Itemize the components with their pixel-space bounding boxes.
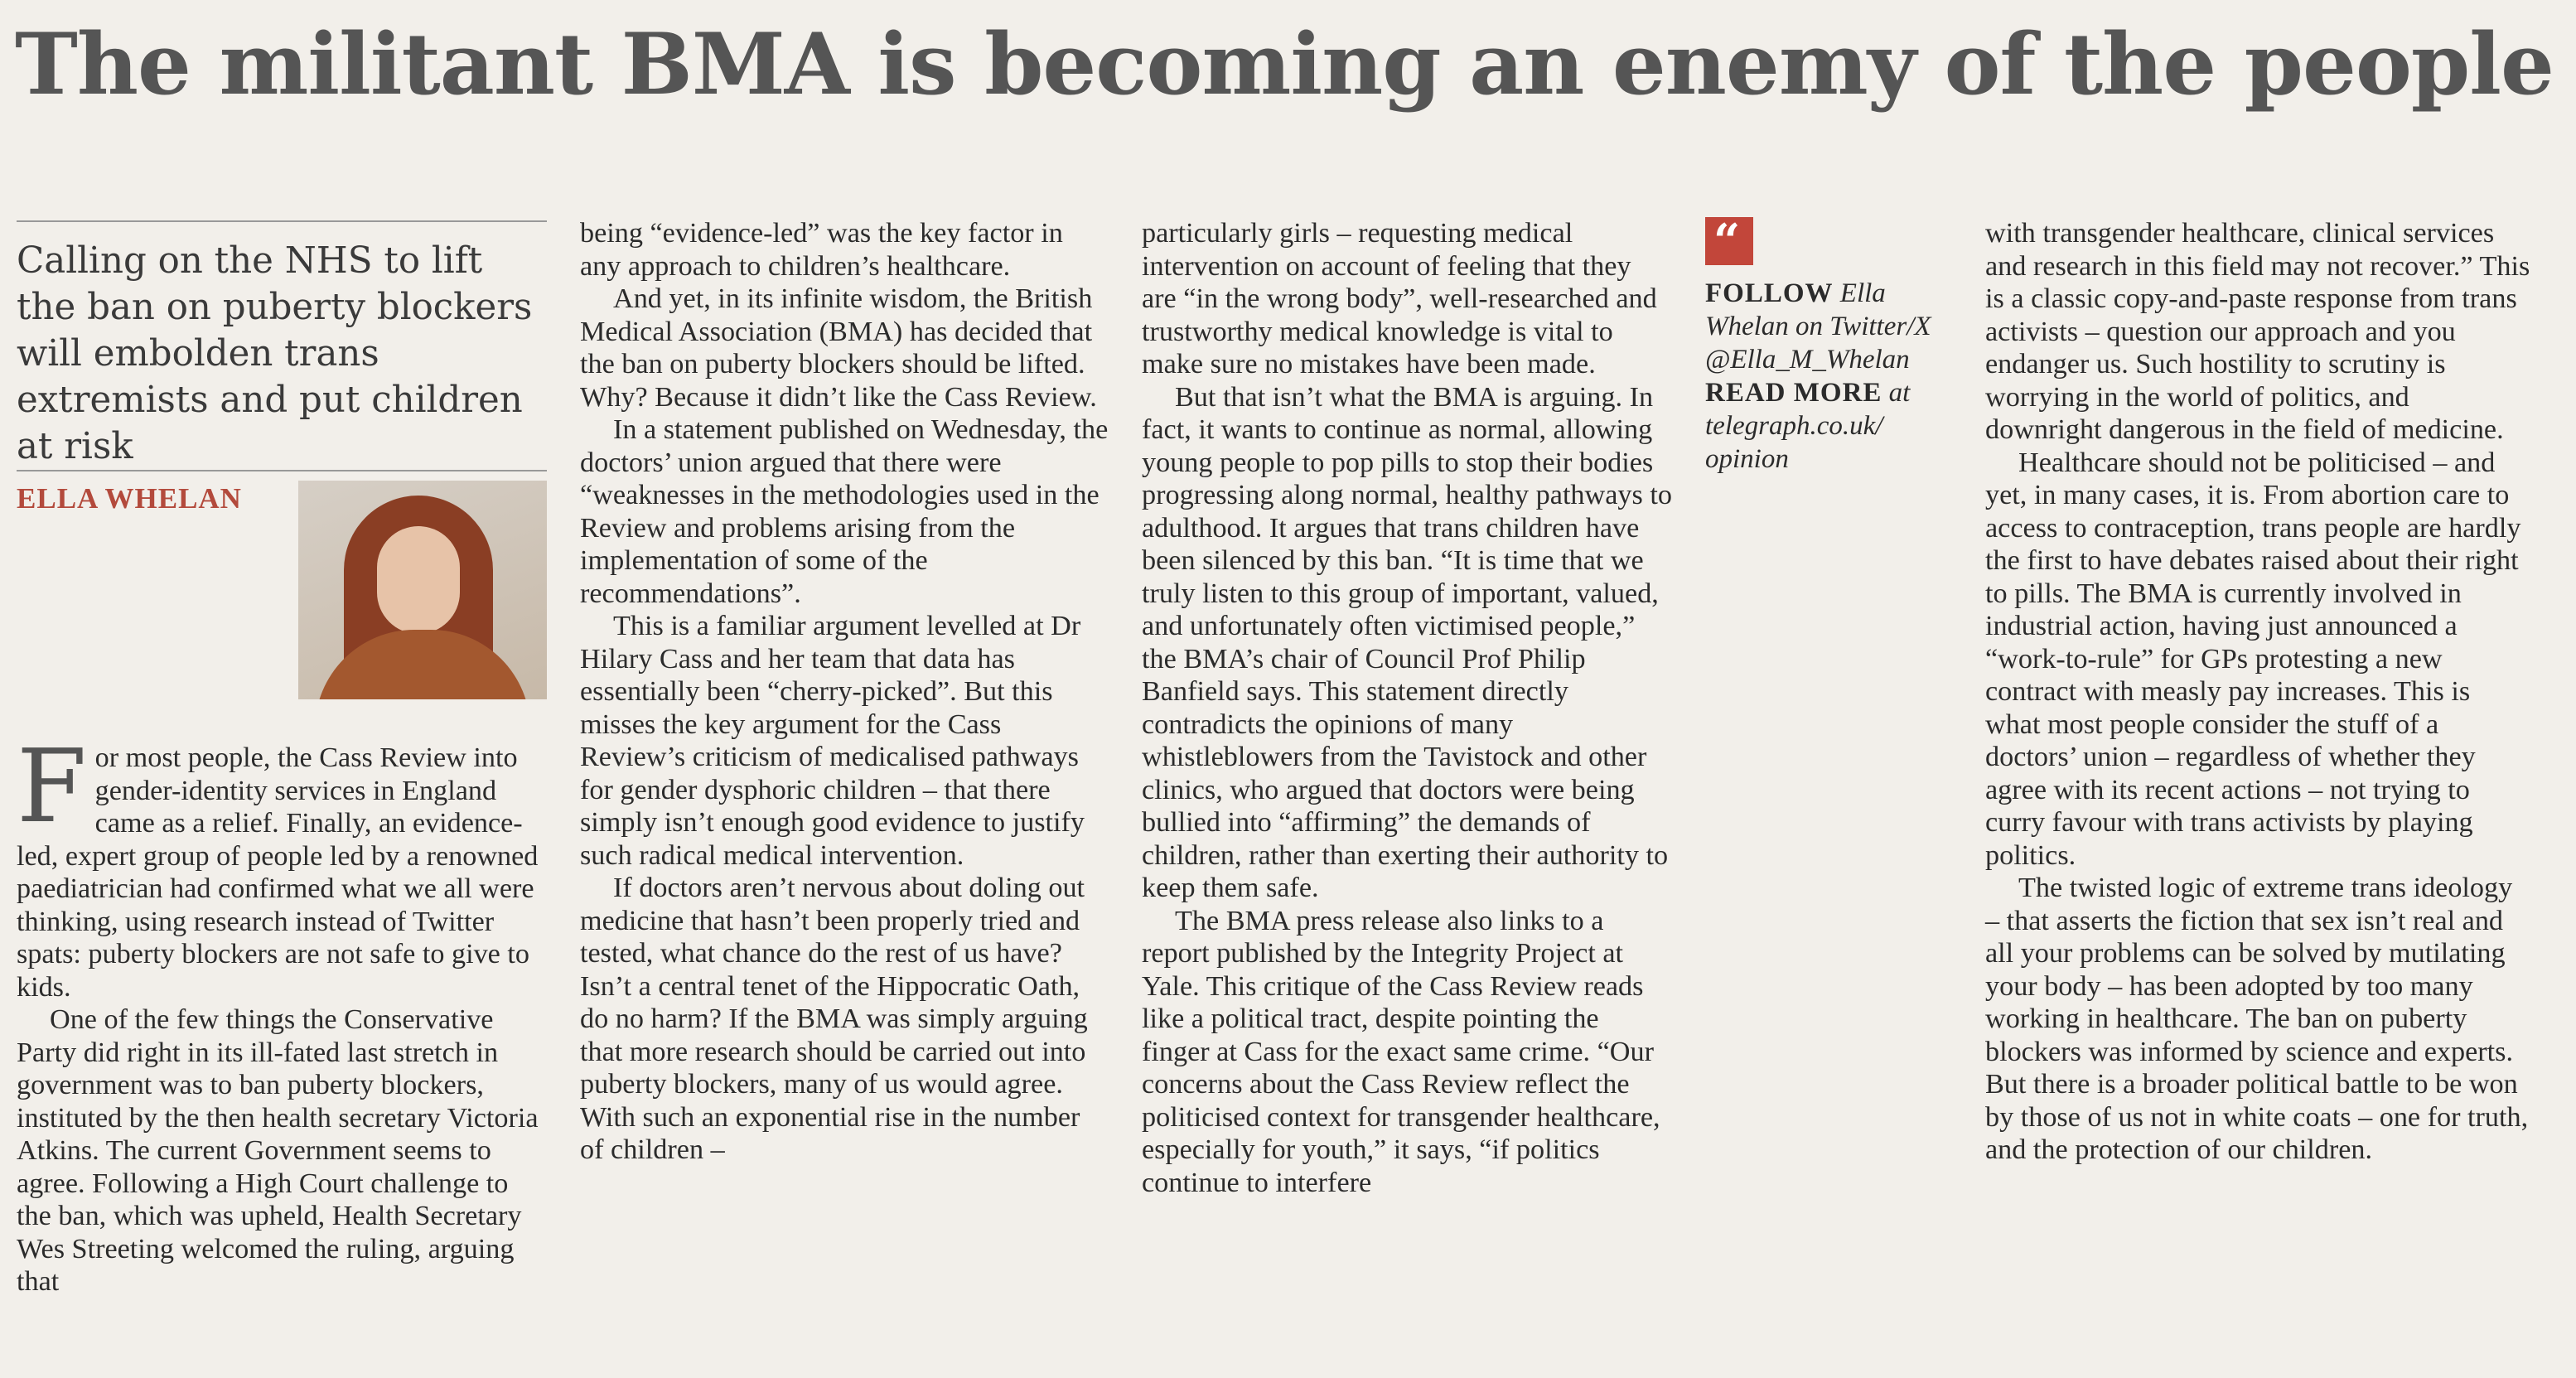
paragraph: This is a familiar argument levelled at Dr Hilary Cass and her team that data has essentially been “cherry-picked”. But this misses the key argument for the Cass Review’s criticism of medicalised pathways for gender dysphoric children – that there simply isn’t enough good evidence to justify such radical medical intervention.: [580, 611, 1085, 871]
standfirst-top-rule: [17, 220, 547, 222]
paragraph: being “evidence-led” was the key factor in any approach to children’s healthcare.: [580, 218, 1063, 282]
column-1: [17, 728, 547, 1298]
paragraph: The BMA press release also links to a report published by the Integrity Project at Yale. This critique of the Cass Review reads like a political tract, despite pointing the finger at Cass for the exact same crime. “Our concerns about the Cass Review reflect the politicised context for transgender healthcare, especially for youth,” it says, “if politics continue to interfere: [1142, 905, 1660, 1198]
follow-label: FOLLOW: [1705, 278, 1834, 308]
paragraph: If doctors aren’t nervous about doling out medicine that hasn’t been properly tried and tested, what chance do the rest of us have? Isn’t a central tenet of the Hippocratic Oath, do no harm? If the BMA was simply arguing that more research should be carried out into puberty blockers, many of us would agree. With such an exponential rise in the number of children –: [580, 873, 1088, 1165]
follow-info: [1705, 277, 1954, 476]
paragraph: But that isn’t what the BMA is arguing. In fact, it wants to continue as normal, allowing young people to pop pills to stop their bodies progressing along normal, healthy pathways to adulthood. It argues that trans children have been silenced by this ban. “It is time that we truly listen to this group of important, valued, and unfortunately often victimised people,” the BMA’s chair of Council Prof Philip Banfield says. This statement directly contradicts the opinions of many whistleblowers from the Tavistock and other clinics, who argued that doctors were being bullied into “affirming” the demands of children, rather than exerting their authority to keep them safe.: [1142, 381, 1672, 903]
author-photo: [298, 481, 547, 699]
paragraph: The twisted logic of extreme trans ideology – that asserts the fiction that sex isn’t real and all your problems can be solved by mutilating your body – has been adopted by too many working in healthcare. The ban on puberty blockers was informed by science and experts. But there is a broader political battle to be won by those of us not in white coats – one for truth, and the protection of our children.: [1985, 873, 2529, 1165]
read-more-link[interactable]: at telegraph.co.uk/ opinion: [1705, 378, 1911, 474]
paragraph: In a statement published on Wednesday, the doctors’ union argued that there were “weaknesses in the methodologies used in the Review and problems arising from the implementation of some of the recommendations”.: [580, 414, 1109, 609]
column-3: [1142, 217, 1672, 1199]
follow-handle[interactable]: Ella Whelan on Twitter/X @Ella_M_Whelan: [1705, 278, 1931, 375]
paragraph: For most people, the Cass Review into gender-identity services in England came as a relief. Finally, an evidence-led, expert group of people led by a renowned paediatrician had confirmed what we all were thinking, using research instead of Twitter spats: puberty blockers are not safe to give to kids.: [17, 728, 539, 1003]
headline: The militant BMA is becoming an enemy of the people: [15, 15, 2554, 114]
paragraph: with transgender healthcare, clinical services and research in this field may not recover.” This is a classic copy-and-paste response from trans activists – question our approach and you endanger us. Such hostility to scrutiny is worrying in the world of politics, and downright dangerous in the field of medicine.: [1985, 218, 2530, 445]
column-2: [580, 217, 1110, 1167]
byline-rule: [17, 470, 547, 471]
quote-icon: “: [1705, 217, 1753, 265]
drop-cap: F: [17, 728, 87, 845]
paragraph: Healthcare should not be politicised – and yet, in many cases, it is. From abortion care to access to contraception, trans people are hardly the first to have debates raised about their right to pills. The BMA is currently involved in industrial action, having just announced a “work-to-rule” for GPs protesting a new contract with measly pay increases. This is what most people consider the stuff of a doctors’ union – regardless of whether they agree with its recent actions – not trying to curry favour with trans activists by playing politics.: [1985, 447, 2521, 871]
paragraph: And yet, in its infinite wisdom, the British Medical Association (BMA) has decided that the ban on puberty blockers should be lifted. Why? Because it didn’t like the Cass Review.: [580, 283, 1097, 413]
paragraph: One of the few things the Conservative Party did right in its ill-fated last stretch in government was to ban puberty blockers, instituted by the then health secretary Victoria Atkins. The current Government seems to agree. Following a High Court challenge to the ban, which was upheld, Health Secretary Wes Streeting welcomed the ruling, arguing that: [17, 1004, 539, 1297]
standfirst: Calling on the NHS to lift the ban on puberty blockers will embolden trans extremists and put children at risk: [17, 240, 533, 467]
paragraph: particularly girls – requesting medical intervention on account of feeling that they are “in the wrong body”, well-researched and trustworthy medical knowledge is vital to make sure no mistakes have been made.: [1142, 218, 1657, 380]
column-4: [1985, 217, 2532, 1167]
byline: ELLA WHELAN: [17, 482, 242, 515]
read-more-label: READ MORE: [1705, 378, 1882, 408]
follow-sidebar: [1705, 214, 1954, 476]
